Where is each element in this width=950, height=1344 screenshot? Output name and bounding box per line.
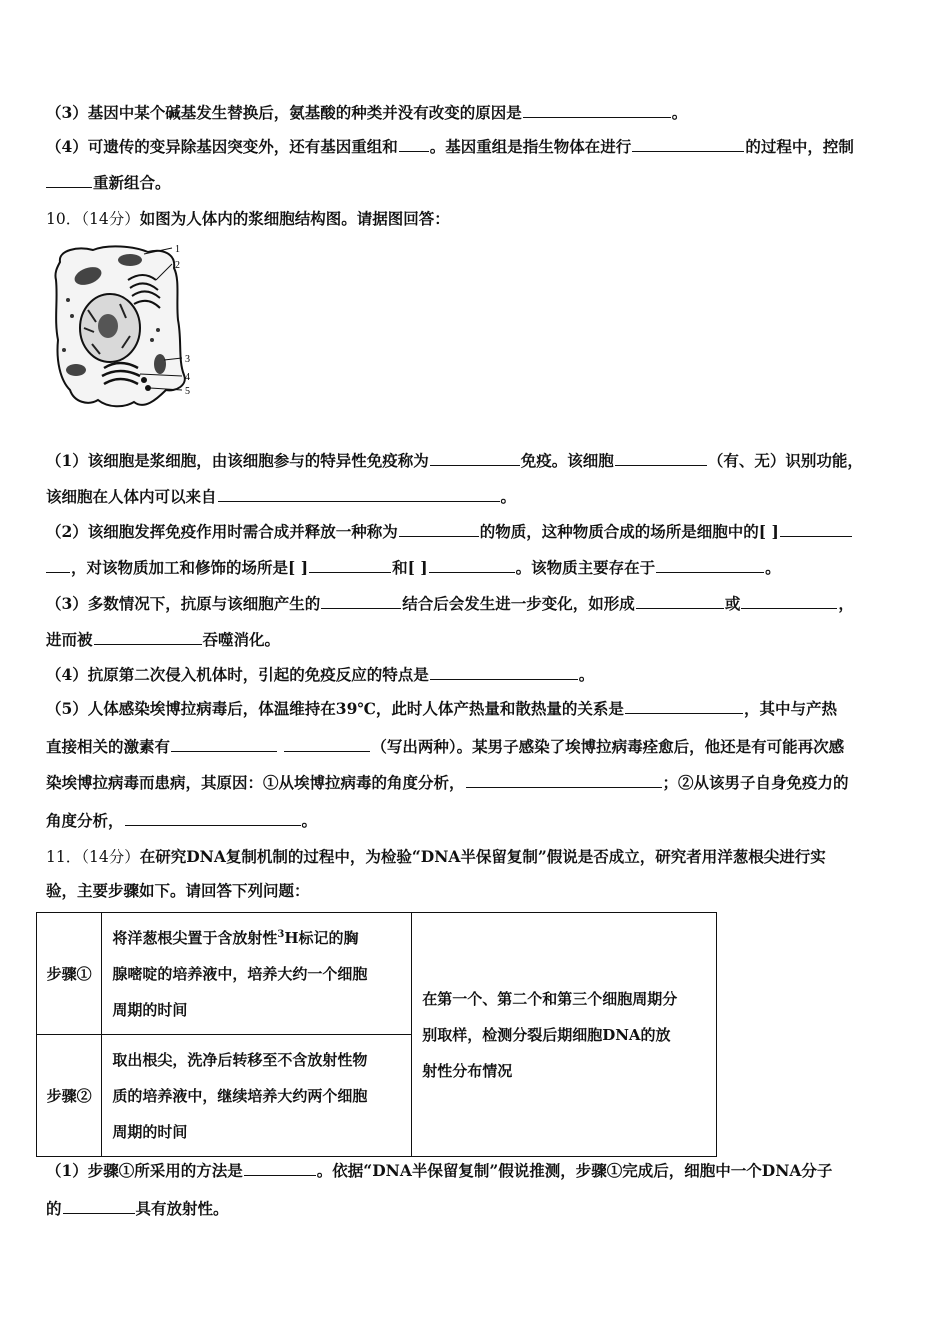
q9-part4-text-a: （4）可遗传的变异除基因突变外，还有基因重组和	[46, 137, 398, 156]
q10-part5-text-h: 。	[301, 811, 318, 830]
answer-blank[interactable]	[466, 772, 662, 788]
step1-line1-a: 将洋葱根尖置于含放射性	[112, 928, 278, 947]
q9-part4-line2	[46, 172, 906, 194]
answer-blank[interactable]	[780, 521, 852, 537]
q10-part5-text-b: ，其中与产热	[743, 699, 837, 718]
q10-part2-text-c: ，对该物质加工和修饰的场所是[ ]	[71, 558, 309, 577]
q11-number: 11．（14分）	[46, 848, 140, 866]
answer-blank[interactable]	[46, 557, 70, 573]
q10-part5-text-f: ；②从该男子自身免疫力的	[662, 773, 849, 792]
sampling-line3: 射性分布情况	[422, 1061, 513, 1080]
steps-table	[36, 912, 717, 1157]
q10-part3-text-f: 吞噬消化。	[202, 630, 281, 649]
plasma-cell-figure	[48, 240, 208, 420]
q11-part1-text-a: （1）步骤①所采用的方法是	[46, 1161, 243, 1180]
q10-part5-line4	[46, 810, 906, 832]
q11-part1-text-d: 具有放射性。	[135, 1199, 229, 1218]
step2-line1: 取出根尖，洗净后转移至不含放射性物	[112, 1050, 368, 1069]
q10-part2-text-e: 。该物质主要存在于	[515, 558, 656, 577]
q10-part1-text-b: 免疫。该细胞	[520, 451, 614, 470]
q10-part2-text-f: 。	[765, 558, 781, 577]
answer-blank[interactable]	[46, 172, 92, 188]
answer-blank[interactable]	[523, 102, 671, 118]
step1-description	[102, 913, 412, 1035]
isotope-superscript: 3	[277, 928, 285, 940]
q9-part3	[46, 102, 906, 124]
step2-description	[102, 1035, 412, 1157]
step1-line2: 腺嘧啶的培养液中，培养大约一个细胞	[112, 964, 368, 983]
q11-stem-line2	[46, 880, 906, 902]
figure-label-3: 3	[185, 354, 190, 365]
q11-part1-line1	[46, 1160, 906, 1182]
answer-blank[interactable]	[94, 629, 202, 645]
q10-stem	[46, 208, 906, 230]
q10-part4-text-b: 。	[578, 665, 595, 684]
q11-stem-text-a: 在研究DNA复制机制的过程中，为检验“DNA半保留复制”假说是否成立，研究者用洋葱根尖进行实	[139, 847, 826, 866]
answer-blank[interactable]	[656, 557, 764, 573]
q10-number: 10．（14分）	[46, 210, 140, 228]
q10-part1-line2	[46, 486, 906, 508]
q9-part3-end: 。	[671, 103, 688, 122]
answer-blank[interactable]	[284, 736, 370, 752]
answer-blank[interactable]	[244, 1160, 316, 1176]
answer-blank[interactable]	[321, 593, 401, 609]
answer-blank[interactable]	[632, 136, 744, 152]
table-row	[37, 913, 717, 1035]
answer-blank[interactable]	[171, 736, 277, 752]
q9-part4-text-c: 的过程中，控制	[745, 137, 854, 156]
figure-label-4: 4	[185, 372, 190, 383]
q11-part1-text-b: 。依据“DNA半保留复制”假说推测，步骤①完成后，细胞中一个DNA分子	[316, 1161, 833, 1180]
figure-label-5: 5	[185, 386, 190, 397]
q10-part4	[46, 664, 906, 686]
sampling-description	[412, 913, 717, 1157]
q10-part5-text-d: （写出两种）。某男子感染了埃博拉病毒痊愈后，他还是有可能再次感	[371, 737, 845, 756]
answer-blank[interactable]	[615, 450, 707, 466]
answer-blank[interactable]	[218, 486, 500, 502]
q10-part2-line1	[46, 521, 906, 543]
q11-part1-text-c: 的	[46, 1199, 62, 1218]
q11-stem-line1	[46, 846, 906, 868]
plasma-cell-diagram	[48, 240, 208, 420]
q9-part4-text-b: 。基因重组是指生物体在进行	[429, 137, 632, 156]
answer-blank[interactable]	[309, 557, 391, 573]
q10-part4-text-a: （4）抗原第二次侵入机体时，引起的免疫反应的特点是	[46, 665, 429, 684]
q10-part5-text-g: 角度分析，	[46, 811, 124, 830]
answer-blank[interactable]	[399, 521, 479, 537]
q9-part3-text: （3）基因中某个碱基发生替换后，氨基酸的种类并没有改变的原因是	[46, 103, 522, 122]
answer-blank[interactable]	[429, 557, 515, 573]
step2-line2: 质的培养液中，继续培养大约两个细胞	[112, 1086, 368, 1105]
q10-part2-line2	[46, 557, 906, 579]
q10-part2-text-d: 和[ ]	[392, 558, 428, 577]
q10-part1-text-c: （有、无）识别功能，	[707, 451, 863, 470]
q10-part1-line1	[46, 450, 906, 472]
q10-stem-text: 如图为人体内的浆细胞结构图。请据图回答：	[139, 209, 450, 228]
q10-part3-line1	[46, 593, 906, 615]
q10-part1-text-e: 。	[500, 487, 517, 506]
step2-line3: 周期的时间	[112, 1122, 188, 1141]
q10-part5-line1	[46, 698, 906, 720]
answer-blank[interactable]	[430, 664, 578, 680]
q10-part5-text-a: （5）人体感染埃博拉病毒后，体温维持在39℃，此时人体产热量和散热量的关系是	[46, 699, 624, 718]
step1-label: 步骤①	[37, 913, 102, 1035]
sampling-line1: 在第一个、第二个和第三个细胞周期分	[422, 989, 678, 1008]
step1-line3: 周期的时间	[112, 1000, 188, 1019]
sampling-line2: 别取样，检测分裂后期细胞DNA的放	[422, 1025, 671, 1044]
q10-part1-text-d: 该细胞在人体内可以来自	[46, 487, 217, 506]
q10-part1-text-a: （1）该细胞是浆细胞，由该细胞参与的特异性免疫称为	[46, 451, 429, 470]
q10-part5-line3	[46, 772, 906, 794]
q10-part3-text-d: ，	[838, 594, 854, 613]
q10-part3-text-e: 进而被	[46, 630, 93, 649]
step1-line1	[112, 920, 401, 956]
q10-part3-text-b: 结合后会发生进一步变化，如形成	[402, 594, 635, 613]
answer-blank[interactable]	[63, 1198, 135, 1214]
q10-part5-line2	[46, 736, 906, 758]
answer-blank[interactable]	[125, 810, 301, 826]
answer-blank[interactable]	[430, 450, 520, 466]
q10-part5-text-c: 直接相关的激素有	[46, 737, 171, 756]
q10-part3-line2	[46, 629, 906, 651]
figure-label-2: 2	[175, 260, 180, 271]
answer-blank[interactable]	[636, 593, 724, 609]
q11-stem-text-b: 验，主要步骤如下。请回答下列问题：	[46, 881, 310, 900]
q11-part1-line2	[46, 1198, 906, 1220]
figure-label-1: 1	[175, 244, 180, 255]
step2-label: 步骤②	[37, 1035, 102, 1157]
step1-line1-b: H标记的胸	[284, 928, 359, 947]
answer-blank[interactable]	[625, 698, 743, 714]
q10-part3-text-a: （3）多数情况下，抗原与该细胞产生的	[46, 594, 321, 613]
q10-part5-text-e: 染埃博拉病毒而患病，其原因：①从埃博拉病毒的角度分析，	[46, 773, 465, 792]
q9-part4-text-d: 重新组合。	[93, 173, 171, 192]
answer-blank[interactable]	[741, 593, 837, 609]
answer-blank[interactable]	[399, 136, 429, 152]
q10-part3-text-c: 或	[724, 594, 741, 613]
q10-part2-text-a: （2）该细胞发挥免疫作用时需合成并释放一种称为	[46, 522, 398, 541]
q9-part4-line1	[46, 136, 906, 158]
q10-part2-text-b: 的物质，这种物质合成的场所是细胞中的[ ]	[479, 522, 779, 541]
